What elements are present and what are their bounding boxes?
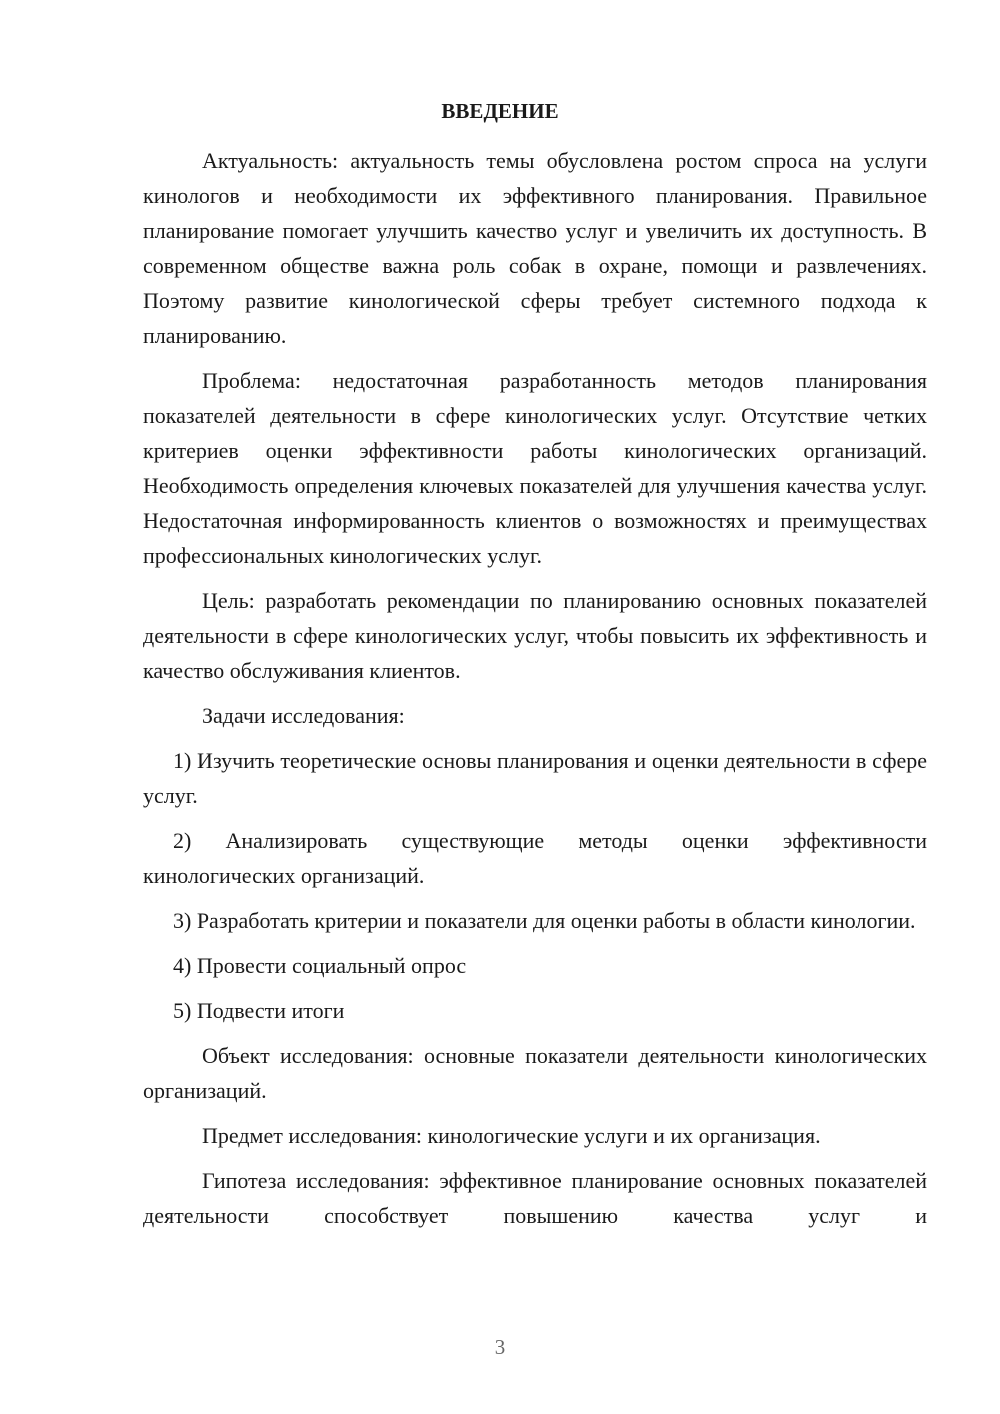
object-paragraph: Объект исследования: основные показатели деятельности кинологических организаций. [143, 1043, 927, 1103]
body-text [143, 143, 927, 1243]
task-item: 4) Провести социальный опрос [173, 953, 467, 978]
problem-paragraph: Проблема: недостаточная разработанность методов планирования показателей деятельности в сфере кинологических услуг. Отсутствие четких критериев оценки эффективности работы кинологических организаций. Необходимость определения ключевых показателей для улучшения качества услуг. Недостаточная информированность клиентов о возможностях и преимуществах профессиональных кинологических услуг. [143, 368, 927, 568]
section-heading: ВВЕДЕНИЕ [441, 99, 559, 123]
tasks-heading: Задачи исследования: [202, 703, 405, 728]
subject-paragraph: Предмет исследования: кинологические услуги и их организация. [202, 1123, 821, 1148]
task-item: 3) Разработать критерии и показатели для оценки работы в области кинологии. [173, 908, 916, 933]
task-item: 2) Анализировать существующие методы оценки эффективности кинологических организаций. [143, 828, 927, 888]
hypothesis-paragraph: Гипотеза исследования: эффективное планирование основных показателей деятельности способствует повышению качества услуг и [143, 1168, 927, 1228]
relevance-paragraph: Актуальность: актуальность темы обусловлена ростом спроса на услуги кинологов и необходимости их эффективного планирования. Правильное планирование помогает улучшить качество услуг и увеличить их доступность. В современном обществе важна роль собак в охране, помощи и развлечениях. Поэтому развитие кинологической сферы требует системного подхода к планированию. [143, 148, 927, 348]
task-item: 1) Изучить теоретические основы планирования и оценки деятельности в сфере услуг. [143, 748, 927, 808]
page-number: 3 [494, 1335, 506, 1359]
task-item: 5) Подвести итоги [173, 998, 345, 1023]
goal-paragraph: Цель: разработать рекомендации по планированию основных показателей деятельности в сфере кинологических услуг, чтобы повысить их эффективность и качество обслуживания клиентов. [143, 588, 927, 683]
